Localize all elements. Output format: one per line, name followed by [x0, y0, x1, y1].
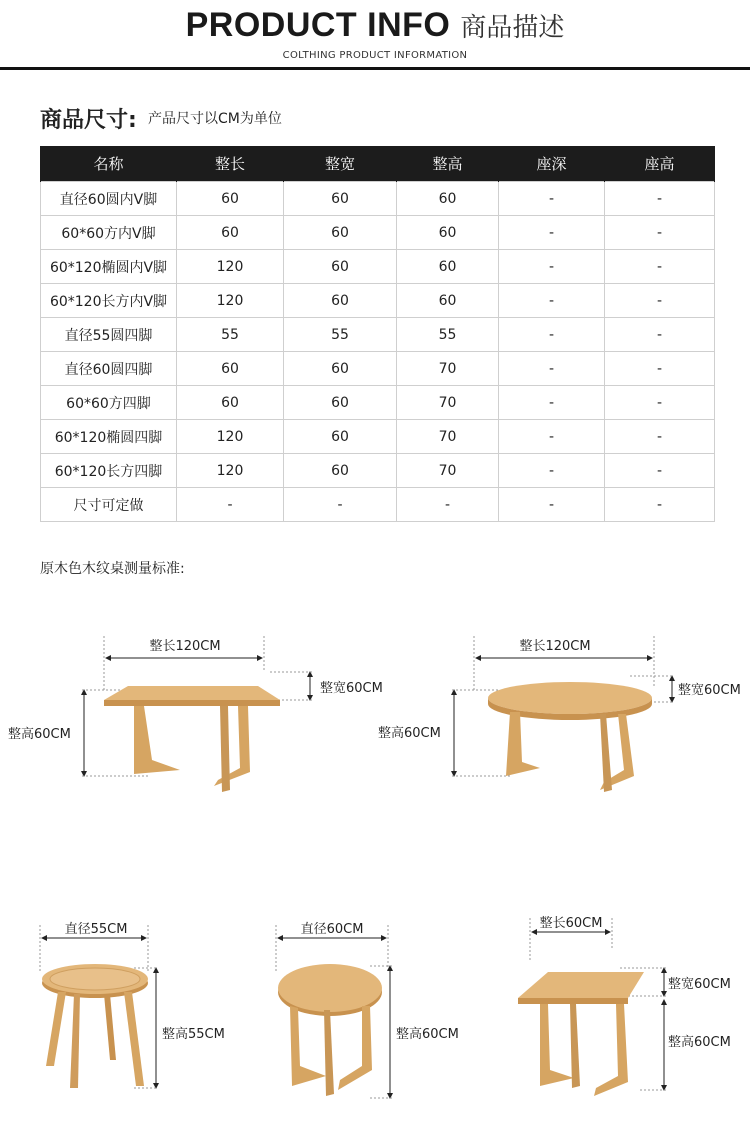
- product-name-cell: 尺寸可定做: [41, 488, 177, 522]
- page-header: [0, 0, 750, 70]
- table-row: [41, 318, 715, 352]
- product-name-cell: 60*60方四脚: [41, 386, 177, 420]
- dimension-cell: 60: [397, 284, 499, 318]
- rect-table-diagram: [8, 636, 383, 792]
- column-header: 座高: [605, 146, 715, 182]
- dimension-cell: -: [605, 182, 715, 216]
- round55-table-leg: [46, 992, 66, 1066]
- round60-diameter-label: 直径60CM: [300, 922, 364, 937]
- rect-length-label: 整长120CM: [149, 639, 221, 654]
- column-header: 整高: [397, 146, 499, 182]
- dimension-cell: -: [284, 488, 397, 522]
- dimension-cell: -: [499, 488, 605, 522]
- dimension-cell: 120: [177, 454, 284, 488]
- dimension-cell: -: [605, 352, 715, 386]
- dimension-cell: -: [605, 386, 715, 420]
- dimension-cell: 120: [177, 250, 284, 284]
- dimension-cell: -: [177, 488, 284, 522]
- column-header: 名称: [41, 146, 177, 182]
- table-row: [41, 250, 715, 284]
- measurement-diagrams: [0, 600, 750, 1143]
- square-height-label: 整高60CM: [668, 1035, 731, 1050]
- square-table-top: [518, 972, 644, 998]
- dimension-cell: -: [605, 488, 715, 522]
- dimension-cell: -: [397, 488, 499, 522]
- round60-table-top: [278, 964, 382, 1012]
- title-cn: 商品描述: [460, 13, 565, 43]
- oval-table-diagram: [378, 636, 741, 792]
- size-table: [40, 146, 715, 522]
- dimension-cell: 60: [284, 352, 397, 386]
- round60-height-label: 整高60CM: [396, 1027, 459, 1042]
- dimension-cell: 55: [177, 318, 284, 352]
- size-section-note: 产品尺寸以CM为单位: [148, 111, 282, 127]
- dimension-cell: 70: [397, 352, 499, 386]
- table-row: [41, 284, 715, 318]
- dimension-cell: 60: [177, 352, 284, 386]
- rect-height-label: 整高60CM: [8, 727, 71, 742]
- round60-table-leg: [338, 1006, 372, 1090]
- dimension-cell: 70: [397, 386, 499, 420]
- dimension-cell: 60: [284, 250, 397, 284]
- dimension-cell: 70: [397, 420, 499, 454]
- dimension-cell: -: [499, 318, 605, 352]
- rect-width-label: 整宽60CM: [320, 681, 383, 696]
- measurement-standard-title: 原木色木纹桌测量标准:: [40, 561, 185, 577]
- rect-table-top: [104, 686, 280, 700]
- product-name-cell: 直径55圆四脚: [41, 318, 177, 352]
- table-header-row: [41, 146, 715, 182]
- product-name-cell: 60*60方内V脚: [41, 216, 177, 250]
- square-table-diagram: [518, 915, 731, 1096]
- dimension-cell: 60: [397, 250, 499, 284]
- round60-table-diagram: [276, 921, 459, 1098]
- dimension-cell: -: [499, 420, 605, 454]
- dimension-cell: 60: [284, 420, 397, 454]
- dimension-cell: -: [499, 284, 605, 318]
- dimension-cell: -: [499, 250, 605, 284]
- dimension-cell: 60: [284, 216, 397, 250]
- dimension-cell: -: [605, 216, 715, 250]
- column-header: 整长: [177, 146, 284, 182]
- dimension-cell: 70: [397, 454, 499, 488]
- round55-table-leg: [104, 994, 116, 1060]
- title-en: PRODUCT INFO: [185, 6, 451, 44]
- product-name-cell: 60*120椭圆内V脚: [41, 250, 177, 284]
- dimension-cell: -: [605, 284, 715, 318]
- round60-table-leg: [290, 1006, 326, 1086]
- oval-width-label: 整宽60CM: [678, 683, 741, 698]
- dimension-cell: -: [499, 386, 605, 420]
- dimension-cell: -: [605, 420, 715, 454]
- dimension-cell: -: [499, 352, 605, 386]
- oval-table-top: [488, 682, 652, 714]
- oval-length-label: 整长120CM: [519, 639, 591, 654]
- dimension-cell: -: [605, 250, 715, 284]
- rect-table-leg: [214, 706, 250, 786]
- dimension-cell: 60: [284, 454, 397, 488]
- dimension-cell: 60: [284, 284, 397, 318]
- dimension-cell: 60: [177, 386, 284, 420]
- header-subtitle: COLTHING PRODUCT INFORMATION: [282, 50, 468, 61]
- dimension-cell: -: [499, 182, 605, 216]
- dimension-cell: 60: [397, 216, 499, 250]
- product-name-cell: 直径60圆内V脚: [41, 182, 177, 216]
- dimension-cell: -: [499, 454, 605, 488]
- round55-diameter-label: 直径55CM: [64, 922, 128, 937]
- table-row: [41, 386, 715, 420]
- dimension-cell: 55: [397, 318, 499, 352]
- table-row: [41, 182, 715, 216]
- dimension-cell: 60: [177, 182, 284, 216]
- header-divider: [0, 67, 750, 70]
- round55-height-label: 整高55CM: [162, 1027, 225, 1042]
- dimension-cell: 60: [397, 182, 499, 216]
- dimension-cell: 60: [284, 182, 397, 216]
- table-row: [41, 216, 715, 250]
- dimension-cell: -: [605, 454, 715, 488]
- size-section-title: 商品尺寸:: [40, 108, 137, 133]
- round55-table-diagram: [40, 921, 225, 1088]
- dimension-cell: -: [499, 216, 605, 250]
- rect-table-leg: [134, 706, 180, 774]
- product-name-cell: 60*120椭圆四脚: [41, 420, 177, 454]
- dimension-cell: -: [605, 318, 715, 352]
- product-name-cell: 60*120长方内V脚: [41, 284, 177, 318]
- oval-height-label: 整高60CM: [378, 726, 441, 741]
- square-table-leg: [594, 1004, 628, 1096]
- square-width-label: 整宽60CM: [668, 977, 731, 992]
- dimension-cell: 120: [177, 420, 284, 454]
- product-name-cell: 60*120长方四脚: [41, 454, 177, 488]
- table-row: [41, 488, 715, 522]
- oval-table-leg: [506, 712, 540, 776]
- product-name-cell: 直径60圆四脚: [41, 352, 177, 386]
- table-row: [41, 420, 715, 454]
- header-title: [0, 6, 750, 45]
- dimension-cell: 120: [177, 284, 284, 318]
- dimension-cell: 55: [284, 318, 397, 352]
- square-length-label: 整长60CM: [539, 916, 603, 931]
- column-header: 座深: [499, 146, 605, 182]
- dimension-cell: 60: [284, 386, 397, 420]
- table-row: [41, 454, 715, 488]
- round55-table-leg: [70, 994, 80, 1088]
- dimension-cell: 60: [177, 216, 284, 250]
- square-table-leg: [540, 1004, 574, 1086]
- table-row: [41, 352, 715, 386]
- column-header: 整宽: [284, 146, 397, 182]
- round55-table-leg: [124, 992, 144, 1086]
